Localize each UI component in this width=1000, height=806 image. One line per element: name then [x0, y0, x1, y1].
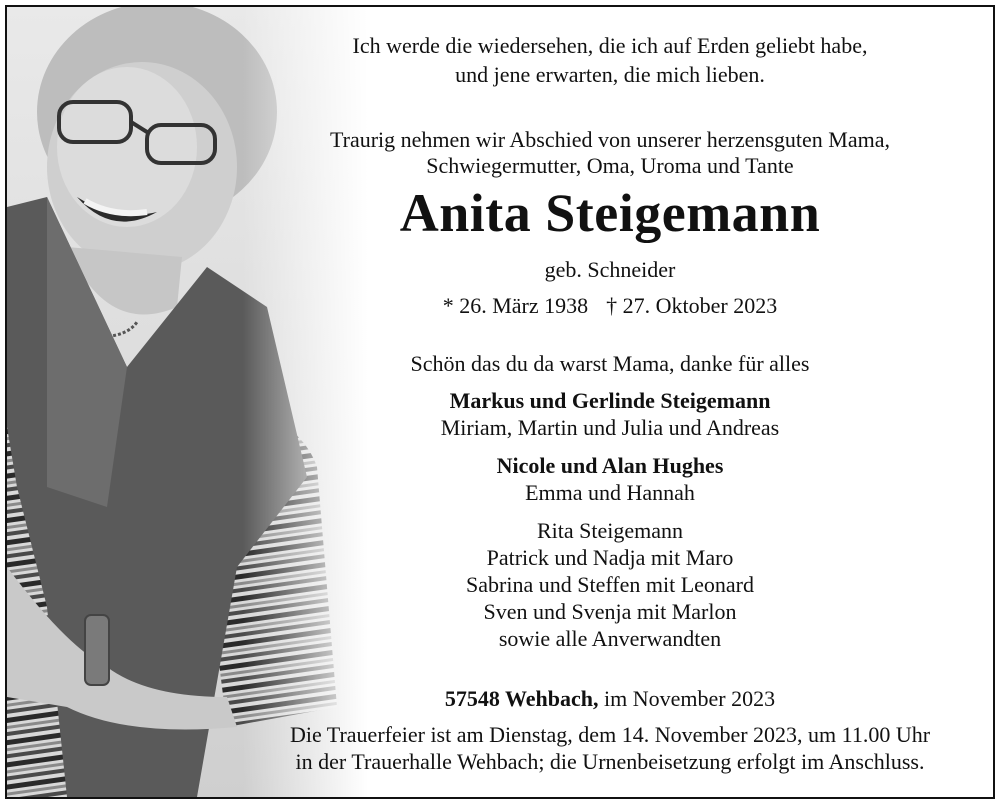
- intro-line: Schwiegermutter, Oma, Uroma und Tante: [426, 153, 794, 178]
- deceased-name: Anita Steigemann: [399, 183, 821, 243]
- obituary-notice: [5, 5, 995, 799]
- quote-line: und jene erwarten, die mich lieben.: [455, 62, 765, 87]
- family-members: Miriam, Martin und Julia und Andreas: [440, 415, 780, 440]
- family-other: Sven und Svenja mit Marlon: [483, 599, 737, 624]
- family-members: Emma und Hannah: [525, 480, 695, 505]
- family-other: Sabrina und Steffen mit Leonard: [466, 572, 754, 597]
- death-date: † 27. Oktober 2023: [606, 293, 778, 318]
- farewell-line: Schön das du da warst Mama, danke für alles: [410, 351, 810, 376]
- service-info: in der Trauerhalle Wehbach; die Urnenbeisetzung erfolgt im Anschluss.: [295, 749, 925, 774]
- family-other: sowie alle Anverwandten: [498, 626, 722, 651]
- service-info: Die Trauerfeier ist am Dienstag, dem 14. November 2023, um 11.00 Uhr: [289, 722, 931, 747]
- family-other: Patrick und Nadja mit Maro: [486, 545, 734, 570]
- place-location: 57548 Wehbach,: [444, 686, 599, 711]
- quote-line: Ich werde die wiedersehen, die ich auf Erden geliebt habe,: [352, 33, 868, 58]
- birth-date: * 26. März 1938: [442, 293, 589, 318]
- notice-text: [227, 7, 993, 797]
- life-dates: [227, 293, 993, 319]
- place-month: im November 2023: [598, 686, 776, 711]
- intro-line: Traurig nehmen wir Abschied von unserer herzensguten Mama,: [329, 127, 891, 152]
- place-date: [227, 686, 993, 712]
- family-head: Nicole und Alan Hughes: [496, 453, 724, 478]
- birth-name: geb. Schneider: [544, 257, 676, 282]
- family-head: Markus und Gerlinde Steigemann: [449, 388, 771, 413]
- family-other: Rita Steigemann: [536, 518, 684, 543]
